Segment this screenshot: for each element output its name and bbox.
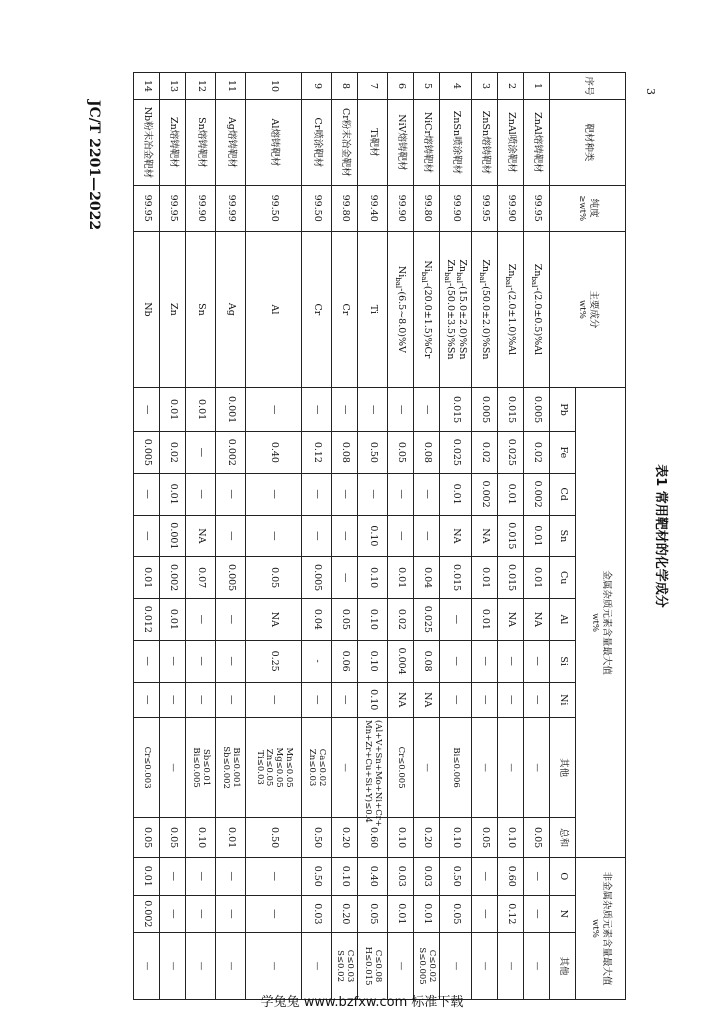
al-cell: — [186,599,216,641]
pb-cell: — [332,388,358,432]
seq-cell: 2 [498,73,524,100]
si-cell: 0.004 [388,640,414,682]
purity-header: 纯度 ≥wt% [550,185,626,231]
si-cell: — [186,640,216,682]
si-cell: 0.06 [332,640,358,682]
table-row [246,73,302,1000]
type-cell: Ag熔铸靶材 [216,100,246,186]
cd-cell: — [388,473,414,515]
other-metal-cell: — [414,718,440,818]
n-cell: — [216,895,246,933]
si-cell: 0.08 [414,640,440,682]
al-cell: — [440,599,472,641]
other-metal-cell: Cr≤0.005 [388,718,414,818]
ni-cell: — [186,682,216,717]
metal-col-header-1: Fe [550,432,576,474]
type-cell: Zn熔铸靶材 [160,100,186,186]
table-row [358,73,388,1000]
seq-cell: 7 [358,73,388,100]
page-number: 3 [644,88,657,95]
o-cell: 0.60 [498,857,524,895]
other-metal-cell: — [524,718,550,818]
cu-cell: 0.01 [134,557,160,599]
metal-col-header-9: 总和 [550,818,576,858]
purity-cell: 99.80 [414,185,440,231]
type-cell: Al熔铸靶材 [246,100,302,186]
seq-cell: 6 [388,73,414,100]
si-cell: — [498,640,524,682]
metal-col-header-7: Ni [550,682,576,717]
o-cell: — [524,857,550,895]
n-cell: — [246,895,302,933]
main-composition-cell: Nb [134,231,160,388]
pb-cell: — [134,388,160,432]
ni-cell: — [216,682,246,717]
main-composition-cell: $Zn_{bal}-(2.0\pm 0.5)\%Al$ [524,231,550,388]
main-composition-cell: $Zn_{bal}-(15.0\pm 2.0)\%Sn$ $Zn_{bal}-(50.0\pm 3.5)\%Sn$ [440,231,472,388]
main-composition-cell: Ag [216,231,246,388]
o-cell: 0.03 [414,857,440,895]
total-cell: 0.20 [332,818,358,858]
other-nonmetal-cell: — [388,933,414,1000]
n-cell: — [160,895,186,933]
total-cell: 0.01 [216,818,246,858]
total-cell: 0.60 [358,818,388,858]
rotated-table-container [141,72,668,1000]
ni-cell: — [246,682,302,717]
purity-cell: 99.95 [524,185,550,231]
metal-col-header-5: Al [550,599,576,641]
metal-col-header-3: Sn [550,515,576,557]
other-metal-cell: Mn≤0.05 Mg≤0.05 Zn≤0.05 Ti≤0.03 [246,718,302,818]
table-row [440,73,472,1000]
other-metal-cell: — [160,718,186,818]
purity-cell: 99.90 [440,185,472,231]
table-row [388,73,414,1000]
other-nonmetal-cell: — [524,933,550,1000]
total-cell: 0.05 [524,818,550,858]
pb-cell: — [358,388,388,432]
other-nonmetal-cell: — [160,933,186,1000]
other-nonmetal-cell: — [302,933,332,1000]
cd-cell: 0.01 [160,473,186,515]
seq-cell: 3 [472,73,498,100]
type-cell: ZnAl喷涂靶材 [498,100,524,186]
other-metal-cell: — [498,718,524,818]
purity-cell: 99.50 [302,185,332,231]
fe-cell: 0.50 [358,432,388,474]
ni-cell: 0.10 [358,682,388,717]
purity-cell: 99.80 [332,185,358,231]
seq-cell: 5 [414,73,440,100]
ni-cell: — [440,682,472,717]
sn-cell: NA [440,515,472,557]
type-cell: Cr粉末冶金靶材 [332,100,358,186]
ni-cell: — [498,682,524,717]
ni-cell: — [160,682,186,717]
purity-cell: 99.40 [358,185,388,231]
o-cell: — [160,857,186,895]
seq-cell: 9 [302,73,332,100]
pb-cell: 0.005 [472,388,498,432]
cu-cell: 0.005 [302,557,332,599]
sn-cell: NA [186,515,216,557]
purity-cell: 99.90 [498,185,524,231]
type-cell: NiCr熔铸靶材 [414,100,440,186]
o-cell: — [216,857,246,895]
purity-cell: 99.95 [134,185,160,231]
o-cell: — [246,857,302,895]
type-cell: ZnAl熔铸靶材 [524,100,550,186]
table-row [498,73,524,1000]
o-cell: 0.40 [358,857,388,895]
sn-cell: — [216,515,246,557]
al-cell: 0.01 [160,599,186,641]
metal-col-header-4: Cu [550,557,576,599]
cd-cell: — [358,473,388,515]
total-cell: 0.05 [160,818,186,858]
other-metal-cell: Bi≤0.006 [440,718,472,818]
type-cell: ZnSn喷涂靶材 [440,100,472,186]
metal-col-header-2: Cd [550,473,576,515]
fe-cell: 0.12 [302,432,332,474]
other-nonmetal-cell: — [216,933,246,1000]
pb-cell: — [388,388,414,432]
type-cell: Nb粉末冶金靶材 [134,100,160,186]
si-cell: 0.10 [358,640,388,682]
cu-cell: 0.01 [524,557,550,599]
cu-cell: 0.015 [498,557,524,599]
al-cell: NA [246,599,302,641]
total-cell: 0.05 [472,818,498,858]
cu-cell: 0.002 [160,557,186,599]
ni-cell: NA [388,682,414,717]
other-nonmetal-cell: — [498,933,524,1000]
cu-cell: 0.01 [472,557,498,599]
main-composition-cell: $Zn_{bal}-(50.0\pm 2.0)\%Sn$ [472,231,498,388]
nonmetal-col-header-2: 其他 [550,933,576,1000]
sn-cell: — [414,515,440,557]
pb-cell: — [302,388,332,432]
pb-cell: — [246,388,302,432]
o-cell: 0.50 [440,857,472,895]
pb-cell: 0.01 [160,388,186,432]
cu-cell: — [332,557,358,599]
al-cell: NA [524,599,550,641]
other-nonmetal-cell: — [246,933,302,1000]
sn-cell: — [302,515,332,557]
si-cell: — [472,640,498,682]
si-cell: — [216,640,246,682]
other-nonmetal-cell: — [472,933,498,1000]
n-cell: — [186,895,216,933]
seq-header: 序号 [550,73,626,100]
other-nonmetal-cell: C≤0.02 S≤0.005 [414,933,440,1000]
purity-cell: 99.90 [388,185,414,231]
pb-cell: 0.001 [216,388,246,432]
si-cell: — [524,640,550,682]
total-cell: 0.10 [440,818,472,858]
cd-cell: — [246,473,302,515]
cu-cell: 0.10 [358,557,388,599]
pb-cell: 0.01 [186,388,216,432]
main-composition-cell: Sn [186,231,216,388]
al-cell: 0.012 [134,599,160,641]
other-metal-cell: Bi≤0.001 Sb≤0.002 [216,718,246,818]
purity-cell: 99.99 [216,185,246,231]
seq-cell: 1 [524,73,550,100]
type-cell: NiV熔铸靶材 [388,100,414,186]
ni-cell: — [134,682,160,717]
si-cell: — [440,640,472,682]
o-cell: 0.50 [302,857,332,895]
seq-cell: 10 [246,73,302,100]
main-composition-cell: Cr [332,231,358,388]
type-cell: Sn熔铸靶材 [186,100,216,186]
cd-cell: — [134,473,160,515]
metal-col-header-8: 其他 [550,718,576,818]
other-nonmetal-cell: — [134,933,160,1000]
n-cell: 0.03 [302,895,332,933]
total-cell: 0.05 [134,818,160,858]
sn-cell: 0.01 [524,515,550,557]
table-title: 表1 常用靶材的化学成分 [653,464,668,608]
al-cell: NA [498,599,524,641]
main-composition-cell: Zn [160,231,186,388]
fe-cell: 0.08 [414,432,440,474]
cd-cell: — [332,473,358,515]
seq-cell: 13 [160,73,186,100]
cu-cell: 0.07 [186,557,216,599]
al-cell: — [216,599,246,641]
table-row [332,73,358,1000]
table-row [134,73,160,1000]
seq-cell: 12 [186,73,216,100]
ni-cell: NA [414,682,440,717]
si-cell: - [302,640,332,682]
other-metal-cell: Ca≤0.02 Zn≤0.03 [302,718,332,818]
purity-cell: 99.95 [472,185,498,231]
cd-cell: — [186,473,216,515]
si-cell: 0.25 [246,640,302,682]
n-cell: 0.12 [498,895,524,933]
ni-cell: — [472,682,498,717]
main-composition-cell: Cr [302,231,332,388]
seq-cell: 8 [332,73,358,100]
metal-header: 金属杂质元素含量最大值 wt% [576,388,626,858]
cu-cell: 0.01 [388,557,414,599]
cu-cell: 0.005 [216,557,246,599]
fe-cell: 0.02 [472,432,498,474]
seq-cell: 4 [440,73,472,100]
total-cell: 0.20 [414,818,440,858]
purity-cell: 99.50 [246,185,302,231]
table-row [472,73,498,1000]
fe-cell: 0.40 [246,432,302,474]
fe-cell: 0.002 [216,432,246,474]
nonmetal-header: 非金属杂质元素含量最大值 wt% [576,857,626,999]
type-header: 靶材种类 [550,100,626,186]
o-cell: 0.03 [388,857,414,895]
total-cell: 0.10 [186,818,216,858]
cu-cell: 0.04 [414,557,440,599]
ni-cell: — [524,682,550,717]
main-composition-cell: $Ni_{bal}-(20.0\pm 1.5)\%Cr$ [414,231,440,388]
type-cell: Cr喷涂靶材 [302,100,332,186]
main-composition-cell: Ti [358,231,388,388]
si-cell: — [160,640,186,682]
composition-table [133,72,626,1000]
si-cell: — [134,640,160,682]
al-cell: 0.025 [414,599,440,641]
other-metal-cell: — [472,718,498,818]
pb-cell: — [414,388,440,432]
pb-cell: 0.015 [498,388,524,432]
n-cell: — [472,895,498,933]
other-metal-cell: — [332,718,358,818]
cd-cell: 0.01 [498,473,524,515]
total-cell: 0.10 [498,818,524,858]
al-cell: 0.10 [358,599,388,641]
cd-cell: — [216,473,246,515]
table-row [302,73,332,1000]
n-cell: 0.05 [440,895,472,933]
pb-cell: 0.005 [524,388,550,432]
nonmetal-col-header-0: O [550,857,576,895]
seq-cell: 11 [216,73,246,100]
n-cell: 0.01 [388,895,414,933]
cd-cell: 0.002 [472,473,498,515]
sn-cell: 0.10 [358,515,388,557]
n-cell: — [524,895,550,933]
fe-cell: 0.005 [134,432,160,474]
al-cell: 0.05 [332,599,358,641]
standard-code: JC/T 2201—2022 [86,100,102,231]
pb-cell: 0.015 [440,388,472,432]
other-nonmetal-cell: C≤0.08 H≤0.015 [358,933,388,1000]
table-row [186,73,216,1000]
nonmetal-col-header-1: N [550,895,576,933]
main-header: 主要成分 wt% [550,231,626,388]
total-cell: 0.50 [302,818,332,858]
total-cell: 0.50 [246,818,302,858]
fe-cell: 0.02 [160,432,186,474]
other-nonmetal-cell: — [440,933,472,1000]
sn-cell: 0.015 [498,515,524,557]
main-composition-cell: $Zn_{bal}-(2.0\pm 1.0)\%Al$ [498,231,524,388]
n-cell: 0.01 [414,895,440,933]
n-cell: 0.002 [134,895,160,933]
other-metal-cell: Sb≤0.01 Bi≤0.005 [186,718,216,818]
cd-cell: 0.002 [524,473,550,515]
sn-cell: — [134,515,160,557]
footer-watermark: 学兔兔 www.bzfxw.com 标准下载 [260,995,464,1010]
table-row [216,73,246,1000]
other-metal-cell: (Al+V+Sn+Mo+Ni+Cr+ Mn+Zr+Cu+Si+Y)≤0.4 [358,718,388,818]
table-row [524,73,550,1000]
other-nonmetal-cell: — [186,933,216,1000]
main-composition-cell: $Ni_{bal}-(6.5\sim 8.0)\%V$ [388,231,414,388]
sn-cell: NA [472,515,498,557]
table-row [160,73,186,1000]
al-cell: 0.04 [302,599,332,641]
fe-cell: — [186,432,216,474]
fe-cell: 0.05 [388,432,414,474]
n-cell: 0.05 [358,895,388,933]
other-nonmetal-cell: C≤0.03 S≤0.02 [332,933,358,1000]
metal-col-header-6: Si [550,640,576,682]
fe-cell: 0.025 [498,432,524,474]
o-cell: 0.01 [134,857,160,895]
fe-cell: 0.025 [440,432,472,474]
o-cell: — [472,857,498,895]
purity-cell: 99.90 [186,185,216,231]
main-composition-cell: Al [246,231,302,388]
type-cell: ZnSn熔铸靶材 [472,100,498,186]
ni-cell: — [332,682,358,717]
o-cell: — [186,857,216,895]
type-cell: Ti靶材 [358,100,388,186]
sn-cell: 0.001 [160,515,186,557]
sn-cell: — [246,515,302,557]
table-row [414,73,440,1000]
cd-cell: — [414,473,440,515]
sn-cell: — [388,515,414,557]
ni-cell: — [302,682,332,717]
fe-cell: 0.08 [332,432,358,474]
cd-cell: 0.01 [440,473,472,515]
al-cell: 0.01 [472,599,498,641]
total-cell: 0.10 [388,818,414,858]
n-cell: 0.20 [332,895,358,933]
table-body [134,73,550,1000]
metal-col-header-0: Pb [550,388,576,432]
al-cell: 0.02 [388,599,414,641]
purity-cell: 99.95 [160,185,186,231]
seq-cell: 14 [134,73,160,100]
cu-cell: 0.05 [246,557,302,599]
sn-cell: — [332,515,358,557]
cu-cell: 0.015 [440,557,472,599]
other-metal-cell: Cr≤0.003 [134,718,160,818]
fe-cell: 0.02 [524,432,550,474]
cd-cell: — [302,473,332,515]
o-cell: 0.10 [332,857,358,895]
